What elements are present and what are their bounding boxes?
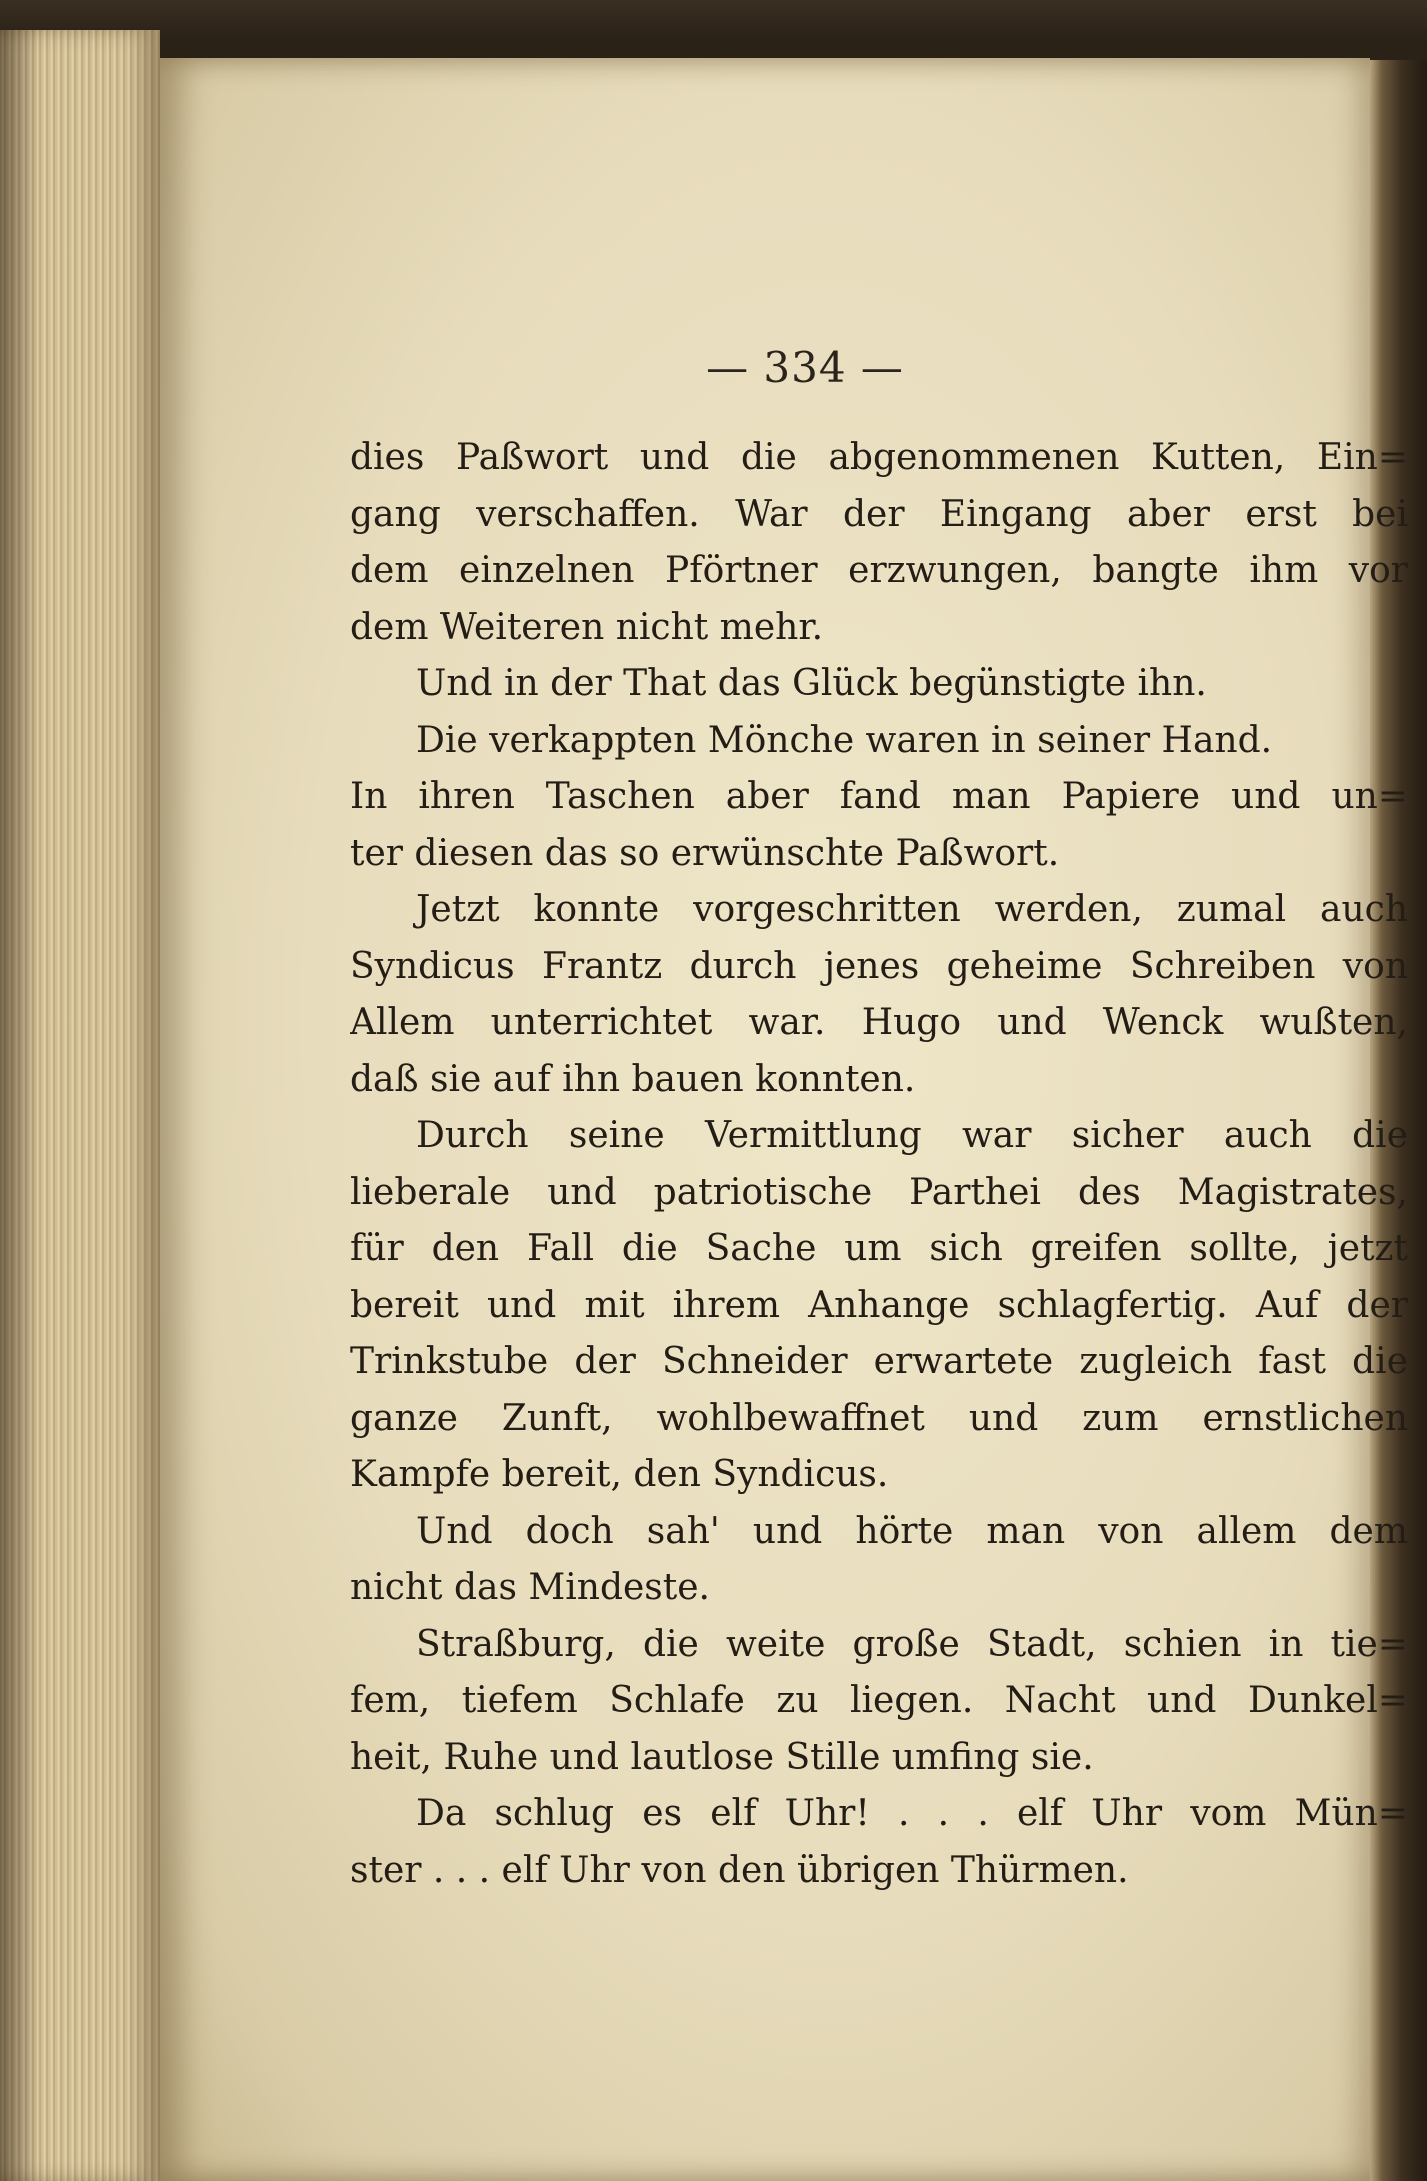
text-line: heit, Ruhe und lautlose Stille umfing sie.: [350, 1736, 1094, 1778]
text-line: dem Weiteren nicht mehr.: [350, 606, 824, 648]
text-line: Durch seine Vermittlung war sicher auch die: [416, 1115, 1408, 1156]
text-line: Und in der That das Glück begünstigte ihn.: [416, 663, 1207, 704]
text-line: Kampfe bereit, den Syndicus.: [350, 1454, 889, 1495]
text-line: daß sie auf ihn bauen konnten.: [350, 1058, 916, 1100]
text-line: nicht das Mindeste.: [350, 1567, 710, 1608]
text-line: fem, tiefem Schlafe zu liegen. Nacht und Dunkel=: [350, 1680, 1408, 1721]
book-page: [160, 58, 1408, 2181]
text-line: Syndicus Frantz durch jenes geheime Schreiben von: [350, 945, 1408, 987]
text-line: Und doch sah' und hörte man von allem dem: [416, 1510, 1408, 1552]
text-line: gang verschaffen. War der Eingang aber erst bei: [350, 493, 1408, 535]
page-stack-shadow: [0, 30, 40, 2181]
text-line: ter diesen das so erwünschte Paßwort.: [350, 832, 1060, 874]
text-line: für den Fall die Sache um sich greifen sollte, jetzt: [350, 1228, 1408, 1269]
text-line: ganze Zunft, wohlbewaffnet und zum ernstlichen: [350, 1397, 1408, 1439]
text-line: bereit und mit ihrem Anhange schlagfertig. Auf der: [350, 1284, 1408, 1326]
page-number: — 334 —: [706, 343, 904, 392]
text-line: dies Paßwort und die abgenommenen Kutten, Ein=: [350, 437, 1408, 478]
text-line: Straßburg, die weite große Stadt, schien in tie=: [416, 1623, 1408, 1665]
text-line: Trinkstube der Schneider erwartete zugleich fast die: [350, 1341, 1408, 1382]
text-line: Da schlug es elf Uhr! . . . elf Uhr vom Mün=: [416, 1793, 1408, 1834]
text-line: lieberale und patriotische Parthei des Magistrates,: [350, 1171, 1408, 1213]
text-line: ster . . . elf Uhr von den übrigen Thürmen.: [350, 1849, 1129, 1891]
text-line: Die verkappten Mönche waren in seiner Hand.: [416, 719, 1273, 761]
text-line: Jetzt konnte vorgeschritten werden, zumal auch: [416, 889, 1408, 930]
text-line: Allem unterrichtet war. Hugo und Wenck wußten,: [350, 1002, 1408, 1043]
body-text: [350, 430, 1408, 1899]
text-line: dem einzelnen Pförtner erzwungen, bangte ihm vor: [350, 550, 1408, 591]
text-line: In ihren Taschen aber fand man Papiere und un=: [350, 776, 1408, 817]
